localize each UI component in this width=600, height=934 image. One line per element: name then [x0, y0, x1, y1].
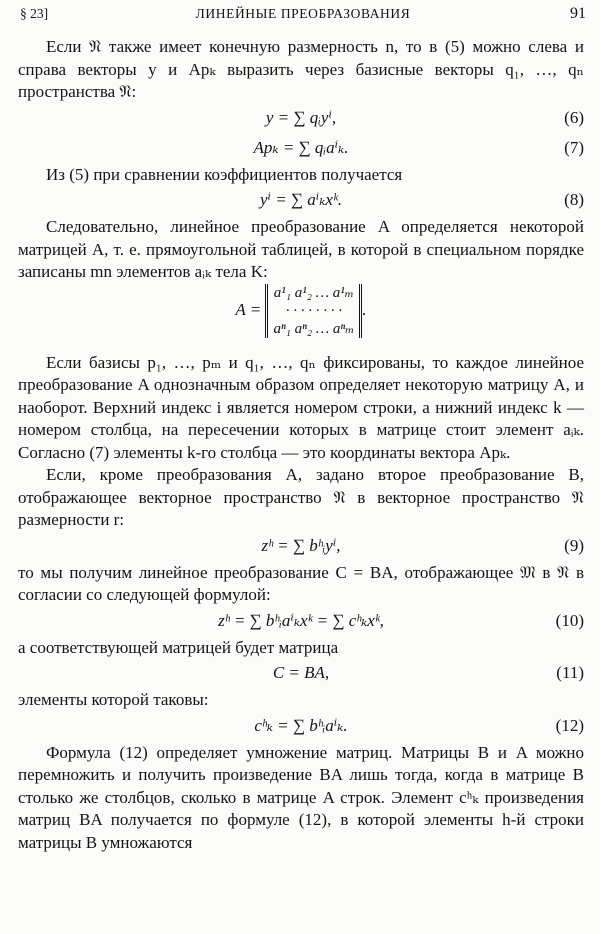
running-header: [20, 3, 586, 27]
equation-12: [18, 712, 584, 742]
matrix-row-2: · · · · · · · ·: [285, 302, 343, 319]
matrix-label: A =: [235, 299, 262, 319]
paragraph-6: то мы получим линейное преобразование C = BA, отображающее 𝔐 в 𝔑 в согласии со следующей формулой:: [18, 562, 584, 604]
equation-9-number: (9): [564, 535, 584, 555]
equation-7-formula: Apₖ = ∑ qᵢaⁱₖ.: [253, 137, 349, 157]
matrix-row-3: aⁿ₁ aⁿ₂ … aⁿₘ: [273, 320, 355, 337]
equation-6: [18, 104, 584, 134]
equation-10-formula: zʰ = ∑ bʰᵢaⁱₖxᵏ = ∑ cʰₖxᵏ,: [218, 610, 384, 630]
matrix-formula: A = a¹₁ a¹₂ … a¹ₘ · · · · · · · · aⁿ₁ aⁿ₂ … aⁿₘ .: [235, 284, 367, 337]
equation-9: [18, 532, 584, 562]
paragraph-4: Если базисы p₁, …, pₘ и q₁, …, qₙ фиксированы, то каждое линейное преобразование A однозначным образом определяет некоторую матрицу A, и наоборот. Верхний индекс i является номером строки, а нижний индекс k — номером столбца, на пересечении которых в матрице стоит элемент aᵢₖ. Согласно (7) элементы k-го столбца — это координаты вектора Apₖ.: [18, 352, 584, 462]
matrix-table: [265, 284, 362, 338]
equation-10-number: (10): [555, 610, 584, 630]
equation-9-formula: zʰ = ∑ bʰᵢyⁱ,: [261, 535, 341, 555]
section-marker: § 23]: [20, 6, 49, 21]
equation-12-formula: cʰₖ = ∑ bʰᵢaⁱₖ.: [254, 715, 348, 735]
paragraph-1: Если 𝔑 также имеет конечную размерность n, то в (5) можно слева и справа векторы y и Apₖ выразить через базисные векторы q₁, …, qₙ пространства 𝔑:: [18, 37, 584, 101]
chapter-title: ЛИНЕЙНЫЕ ПРЕОБРАЗОВАНИЯ: [195, 6, 411, 21]
equation-6-number: (6): [564, 107, 584, 127]
paragraph-7: а соответствующей матрицей будет матрица: [18, 637, 339, 657]
matrix-row-1: a¹₁ a¹₂ … a¹ₘ: [273, 284, 354, 301]
equation-7-number: (7): [564, 137, 584, 157]
matrix-equation: [18, 284, 584, 352]
equation-11-formula: C = BA,: [272, 663, 330, 682]
equation-6-formula: y = ∑ qᵢyⁱ,: [265, 107, 337, 127]
paragraph-9: Формула (12) определяет умножение матриц. Матрицы B и A можно перемножить и получить произведение BA лишь тогда, когда в матрице B столько же столбцов, сколько в матрице A строк. Элемент cʰₖ произведения матриц BA получается по формуле (12), в которой элементы h-й строки матрицы B умножаются: [18, 742, 584, 852]
paragraph-3: Следовательно, линейное преобразование A определяется некоторой матрицей A, т. е. прямоугольной таблицей, в которой в специальном порядке записаны mn элементов aᵢₖ тела K:: [18, 217, 584, 281]
equation-11-number: (11): [556, 663, 584, 682]
paragraph-5: Если, кроме преобразования A, задано второе преобразование B, отображающее векторное пространство 𝔑 в векторное пространство 𝔑 размерности r:: [18, 465, 584, 529]
paragraph-2: Из (5) при сравнении коэффициентов получается: [46, 164, 403, 184]
page-body: [18, 36, 584, 854]
equation-10: [18, 607, 584, 637]
page-number: 91: [570, 5, 586, 22]
equation-8: [18, 186, 584, 216]
equation-8-number: (8): [564, 190, 584, 209]
equation-7: [18, 134, 584, 164]
equation-8-formula: yⁱ = ∑ aⁱₖxᵏ.: [259, 190, 342, 209]
paragraph-8: элементы которой таковы:: [18, 690, 209, 709]
equation-11: [18, 659, 584, 689]
equation-12-number: (12): [555, 715, 584, 735]
